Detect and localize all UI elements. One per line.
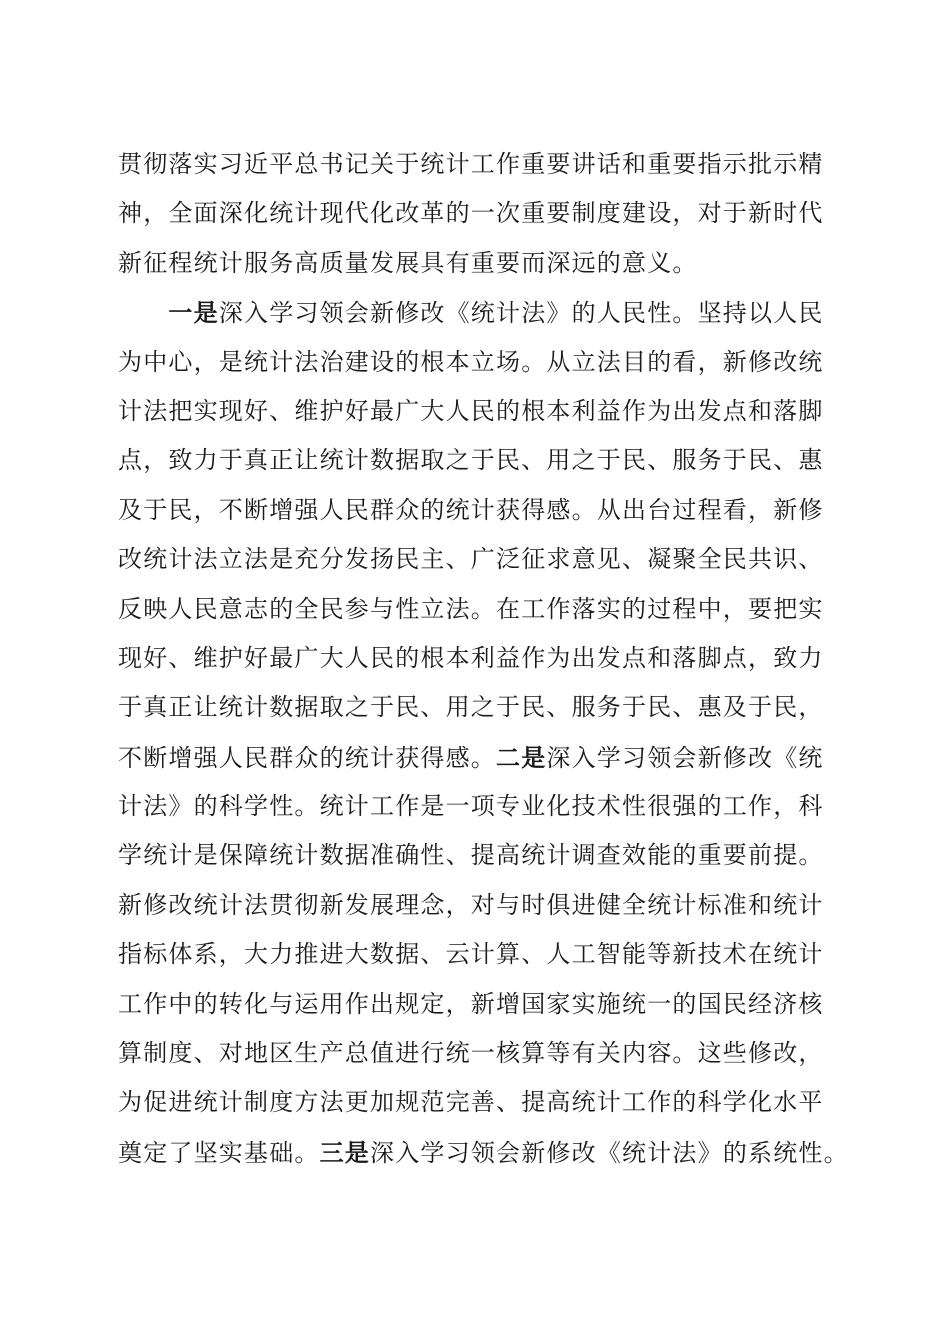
text-line: [118, 930, 838, 979]
text-segment: 计法把实现好、维护好最广大人民的根本利益作为出发点和落脚: [118, 396, 824, 425]
text-line: [118, 980, 838, 1029]
text-line: [118, 881, 838, 930]
text-segment: 于真正让统计数据取之于民、用之于民、服务于民、惠及于民，: [118, 693, 824, 722]
text-line: [118, 189, 838, 238]
text-segment: 新征程统计服务高质量发展具有重要而深远的意义。: [118, 248, 698, 277]
text-line: [118, 733, 838, 782]
text-segment: 深入学习领会新修改《统计法》的系统性。: [370, 1138, 849, 1167]
text-segment: 为中心，是统计法治建设的根本立场。从立法目的看，新修改统: [118, 347, 824, 376]
text-segment: 指标体系，大力推进大数据、云计算、人工智能等新技术在统计: [118, 940, 824, 969]
document-body-text: [118, 140, 849, 1177]
bold-lead-phrase: 二是: [496, 742, 547, 772]
text-line: [118, 683, 838, 732]
text-segment: 贯彻落实习近平总书记关于统计工作重要讲话和重要指示批示精: [118, 150, 824, 178]
text-segment: 及于民，不断增强人民群众的统计获得感。从出台过程看，新修: [118, 495, 824, 524]
text-line: [118, 1128, 849, 1177]
text-line: [118, 239, 838, 288]
bold-lead-phrase: 一是: [168, 298, 219, 328]
text-line: [118, 1078, 838, 1127]
text-line: [118, 486, 838, 535]
text-line: [118, 535, 838, 584]
text-line: [118, 634, 838, 683]
text-segment: 工作中的转化与运用作出规定，新增国家实施统一的国民经济核: [118, 989, 824, 1018]
text-line: [118, 140, 838, 189]
text-line: [118, 436, 838, 485]
text-line: [118, 387, 838, 436]
text-segment: 计法》的科学性。统计工作是一项专业化技术性很强的工作，科: [118, 792, 824, 821]
text-line: [118, 782, 838, 831]
text-line: [118, 338, 838, 387]
text-segment: 深入学习领会新修改《统计法》的人民性。坚持以人民: [218, 299, 824, 328]
text-segment: 神，全面深化统计现代化改革的一次重要制度建设，对于新时代: [118, 199, 824, 228]
text-segment: 为促进统计制度方法更加规范完善、提高统计工作的科学化水平: [118, 1088, 824, 1117]
text-segment: 反映人民意志的全民参与性立法。在工作落实的过程中，要把实: [118, 594, 824, 623]
text-segment: 不断增强人民群众的统计获得感。: [118, 743, 496, 772]
text-segment: 算制度、对地区生产总值进行统一核算等有关内容。这些修改，: [118, 1039, 824, 1068]
text-segment: [118, 299, 168, 327]
text-segment: 点，致力于真正让统计数据取之于民、用之于民、服务于民、惠: [118, 446, 824, 475]
text-segment: 学统计是保障统计数据准确性、提高统计调查效能的重要前提。: [118, 841, 824, 870]
text-line: [118, 1029, 838, 1078]
text-segment: 改统计法立法是充分发扬民主、广泛征求意见、凝聚全民共识、: [118, 545, 824, 574]
text-segment: 奠定了坚实基础。: [118, 1138, 320, 1167]
text-line: [118, 288, 838, 337]
bold-lead-phrase: 三是: [319, 1137, 371, 1167]
text-line: [118, 831, 838, 880]
text-segment: 现好、维护好最广大人民的根本利益作为出发点和落脚点，致力: [118, 643, 824, 672]
text-segment: 深入学习领会新修改《统: [546, 743, 824, 772]
text-segment: 新修改统计法贯彻新发展理念，对与时俱进健全统计标准和统计: [118, 890, 824, 919]
text-line: [118, 585, 838, 634]
